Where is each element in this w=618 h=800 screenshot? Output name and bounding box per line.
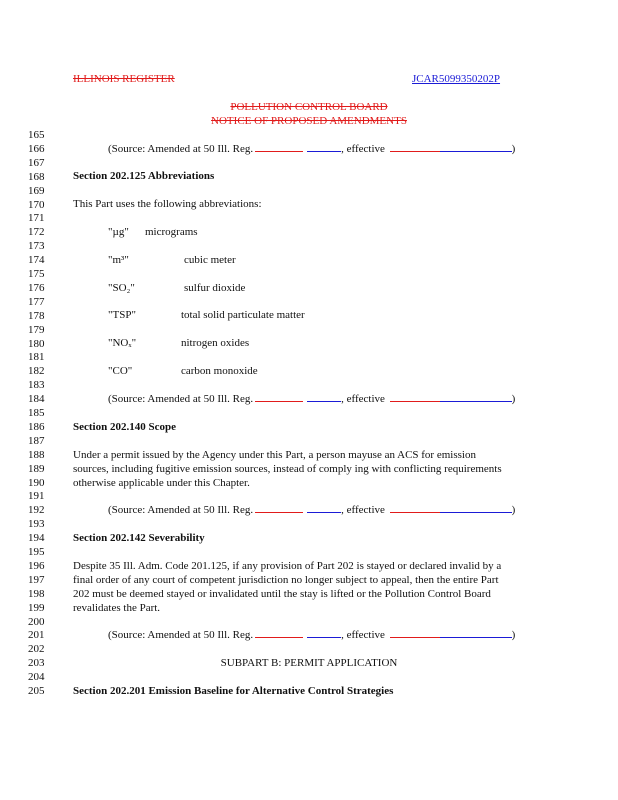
abbrev-m3-meaning: cubic meter xyxy=(184,254,236,266)
source-prefix: (Source: Amended at 50 Ill. Reg. xyxy=(108,504,254,516)
jcar-code: JCAR5099350202P xyxy=(412,73,501,85)
scope-line-3: otherwise applicable under this Chapter. xyxy=(73,477,250,489)
source-prefix: (Source: Amended at 50 Ill. Reg. xyxy=(108,629,254,641)
line-number: 172 xyxy=(28,226,45,239)
severability-line-2: final order of any court of competent jurisdiction no longer subject to appeal, then the entire Part xyxy=(73,574,499,586)
section-202-201-heading: Section 202.201 Emission Baseline for Alternative Control Strategies xyxy=(73,685,394,697)
blue-blank xyxy=(307,511,341,513)
source-note-184 xyxy=(108,393,515,405)
source-note-166 xyxy=(108,143,515,155)
red-blank xyxy=(390,400,440,402)
line-number: 188 xyxy=(28,448,45,461)
line-number: 176 xyxy=(28,281,45,294)
line-number: 183 xyxy=(28,379,45,392)
line-number: 194 xyxy=(28,532,45,545)
abbrev-m3: "m³" xyxy=(108,254,129,266)
abbrev-ug xyxy=(108,226,129,238)
severability-line-4: revalidates the Part. xyxy=(73,602,161,614)
source-middle: , effective xyxy=(341,629,385,641)
line-number: 182 xyxy=(28,365,45,378)
line-number: 192 xyxy=(28,504,45,517)
line-number: 198 xyxy=(28,587,45,600)
source-close: ) xyxy=(511,393,516,405)
line-number: 204 xyxy=(28,671,45,684)
source-prefix: (Source: Amended at 50 Ill. Reg. xyxy=(108,393,254,405)
line-number: 189 xyxy=(28,462,45,475)
line-number: 184 xyxy=(28,393,45,406)
red-blank xyxy=(255,400,303,402)
line-number: 200 xyxy=(28,615,45,628)
severability-line-3: 202 must be deemed stayed or invalidated until the stay is lifted or the Pollution Control Board xyxy=(73,588,491,600)
red-blank xyxy=(390,636,440,638)
source-close: ) xyxy=(511,504,516,516)
source-close: ) xyxy=(511,629,516,641)
source-close: ) xyxy=(511,143,516,155)
blue-blank xyxy=(307,400,341,402)
line-number: 202 xyxy=(28,643,45,656)
scope-line-1: Under a permit issued by the Agency under this Part, a person mayuse an ACS for emission xyxy=(73,449,476,461)
line-number: 170 xyxy=(28,198,45,211)
abbrev-nox: "NOₓ" xyxy=(108,337,137,349)
line-number: 171 xyxy=(28,212,45,225)
line-number: 201 xyxy=(28,629,45,642)
severability-line-1: Despite 35 Ill. Adm. Code 201.125, if any provision of Part 202 is stayed or declared invalid by a xyxy=(73,560,502,572)
line-number: 173 xyxy=(28,240,45,253)
board-title: POLLUTION CONTROL BOARD xyxy=(230,101,388,113)
abbrev-so2: "SO₂" xyxy=(108,282,135,294)
line-number: 177 xyxy=(28,295,45,308)
subpart-heading: SUBPART B: PERMIT APPLICATION xyxy=(220,657,398,669)
line-number: 178 xyxy=(28,309,45,322)
section-202-125-heading: Section 202.125 Abbreviations xyxy=(73,170,215,182)
abbrev-co: "CO" xyxy=(108,365,133,377)
abbrev-tsp: "TSP" xyxy=(108,309,136,321)
line-number: 191 xyxy=(28,490,45,503)
scope-line-2: sources, including fugitive emission sources, instead of comply ing with conflicting requirements xyxy=(73,463,502,475)
source-middle: , effective xyxy=(341,504,385,516)
red-blank xyxy=(255,150,303,152)
line-number: 195 xyxy=(28,546,45,558)
source-note-201 xyxy=(108,629,515,641)
red-blank xyxy=(390,150,440,152)
line-number: 190 xyxy=(28,476,45,489)
line-number: 203 xyxy=(28,657,45,670)
source-note-192 xyxy=(108,504,515,516)
blue-blank xyxy=(440,511,512,513)
abbrev-tsp-meaning: total solid particulate matter xyxy=(181,309,305,321)
line-number: 174 xyxy=(28,254,45,267)
blue-blank xyxy=(440,636,512,638)
source-middle: , effective xyxy=(341,143,385,155)
line-number: 187 xyxy=(28,434,45,447)
section-202-142-heading: Section 202.142 Severability xyxy=(73,532,205,544)
line-number: 167 xyxy=(28,156,45,169)
abbrev-so2-meaning: sulfur dioxide xyxy=(184,282,246,294)
line-number: 193 xyxy=(28,518,45,531)
line-number: 205 xyxy=(28,685,45,697)
line-number: 168 xyxy=(28,170,45,183)
line-number: 197 xyxy=(28,573,45,586)
line-number: 180 xyxy=(28,337,45,350)
abbrev-nox-meaning: nitrogen oxides xyxy=(181,337,250,349)
line-number: 166 xyxy=(28,142,45,155)
abbrev-co-meaning: carbon monoxide xyxy=(181,365,258,377)
abbrev-intro: This Part uses the following abbreviations: xyxy=(73,198,262,210)
source-prefix: (Source: Amended at 50 Ill. Reg. xyxy=(108,143,254,155)
abbrev-ug-meaning: micrograms xyxy=(145,226,198,238)
red-blank xyxy=(255,636,303,638)
section-202-140-heading: Section 202.140 Scope xyxy=(73,421,176,433)
red-blank xyxy=(390,511,440,513)
line-number: 165 xyxy=(28,129,45,141)
line-number: 196 xyxy=(28,559,45,572)
register-title: ILLINOIS REGISTER xyxy=(73,73,175,85)
line-number: 169 xyxy=(28,184,45,197)
line-number: 186 xyxy=(28,420,45,433)
red-blank xyxy=(255,511,303,513)
blue-blank xyxy=(440,150,512,152)
line-number: 199 xyxy=(28,601,45,614)
blue-blank xyxy=(307,636,341,638)
notice-title: NOTICE OF PROPOSED AMENDMENTS xyxy=(211,115,407,127)
line-number: 175 xyxy=(28,268,45,280)
blue-blank xyxy=(440,400,512,402)
line-number: 181 xyxy=(28,351,45,364)
abbrev-term: "µg" xyxy=(108,226,129,238)
source-middle: , effective xyxy=(341,393,385,405)
line-number: 179 xyxy=(28,323,45,336)
blue-blank xyxy=(307,150,341,152)
line-number: 185 xyxy=(28,407,45,419)
